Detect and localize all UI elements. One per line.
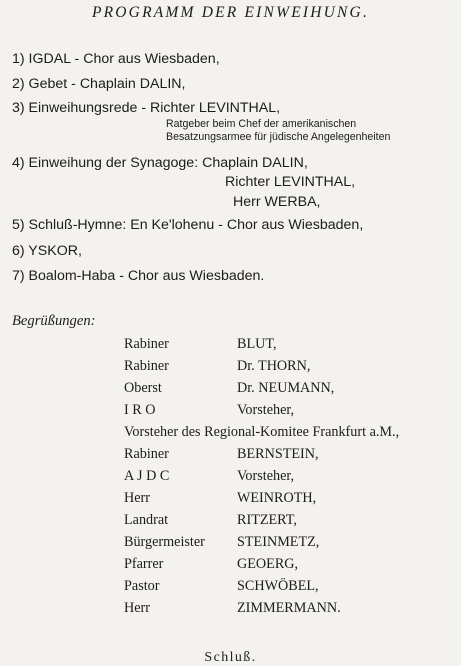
greeting-title: Landrat [124,512,169,528]
closing-text: Schluß. [204,650,257,665]
program-item-3: 3) Einweihungsrede - Richter LEVINTHAL, [12,100,281,116]
greeting-title: A J D C [124,468,170,484]
greeting-name: BERNSTEIN, [237,446,319,462]
program-item-3-note-line-1: Ratgeber beim Chef der amerikanischen [166,118,357,130]
program-item-1: 1) IGDAL - Chor aus Wiesbaden, [12,51,220,67]
greeting-name: STEINMETZ, [237,534,320,550]
page-title: PROGRAMM DER EINWEIHUNG. [91,4,370,21]
greetings-heading: Begrüßungen: [12,313,96,329]
greeting-name: Vorsteher, [237,468,295,484]
program-item-7: 7) Boalom-Haba - Chor aus Wiesbaden. [12,268,265,284]
greeting-name: WEINROTH, [237,490,317,506]
greeting-title: Rabiner [124,446,169,462]
greeting-full-line: Vorsteher des Regional-Komitee Frankfurt a.M., [124,424,400,440]
greeting-title: Pastor [124,578,160,594]
greeting-name: SCHWÖBEL, [237,578,319,594]
greeting-name: ZIMMERMANN. [237,600,341,616]
greeting-name: BLUT, [237,336,277,352]
program-item-6: 6) YSKOR, [12,243,82,259]
greeting-title: Rabiner [124,336,169,352]
program-item-2: 2) Gebet - Chaplain DALIN, [12,76,186,92]
greeting-title: Bürgermeister [124,534,205,550]
greeting-name: Dr. NEUMANN, [237,380,335,396]
greeting-name: GEOERG, [237,556,299,572]
greeting-name: Dr. THORN, [237,358,311,374]
program-item-5: 5) Schluß-Hymne: En Ke'lohenu - Chor aus Wiesbaden, [12,217,364,233]
greeting-title: I R O [124,402,156,418]
greeting-name: RITZERT, [237,512,297,528]
program-item-4-continuation-1: Richter LEVINTHAL, [225,174,356,190]
program-item-4-continuation-2: Herr WERBA, [233,194,321,210]
greeting-name: Vorsteher, [237,402,295,418]
program-item-3-note-line-2: Besatzungsarmee für jüdische Angelegenheiten [166,131,391,143]
greeting-title: Rabiner [124,358,169,374]
greeting-title: Pfarrer [124,556,164,572]
greeting-title: Herr [124,490,150,506]
program-item-4: 4) Einweihung der Synagoge: Chaplain DALIN, [12,155,308,171]
greeting-title: Oberst [124,380,162,396]
greeting-title: Herr [124,600,150,616]
